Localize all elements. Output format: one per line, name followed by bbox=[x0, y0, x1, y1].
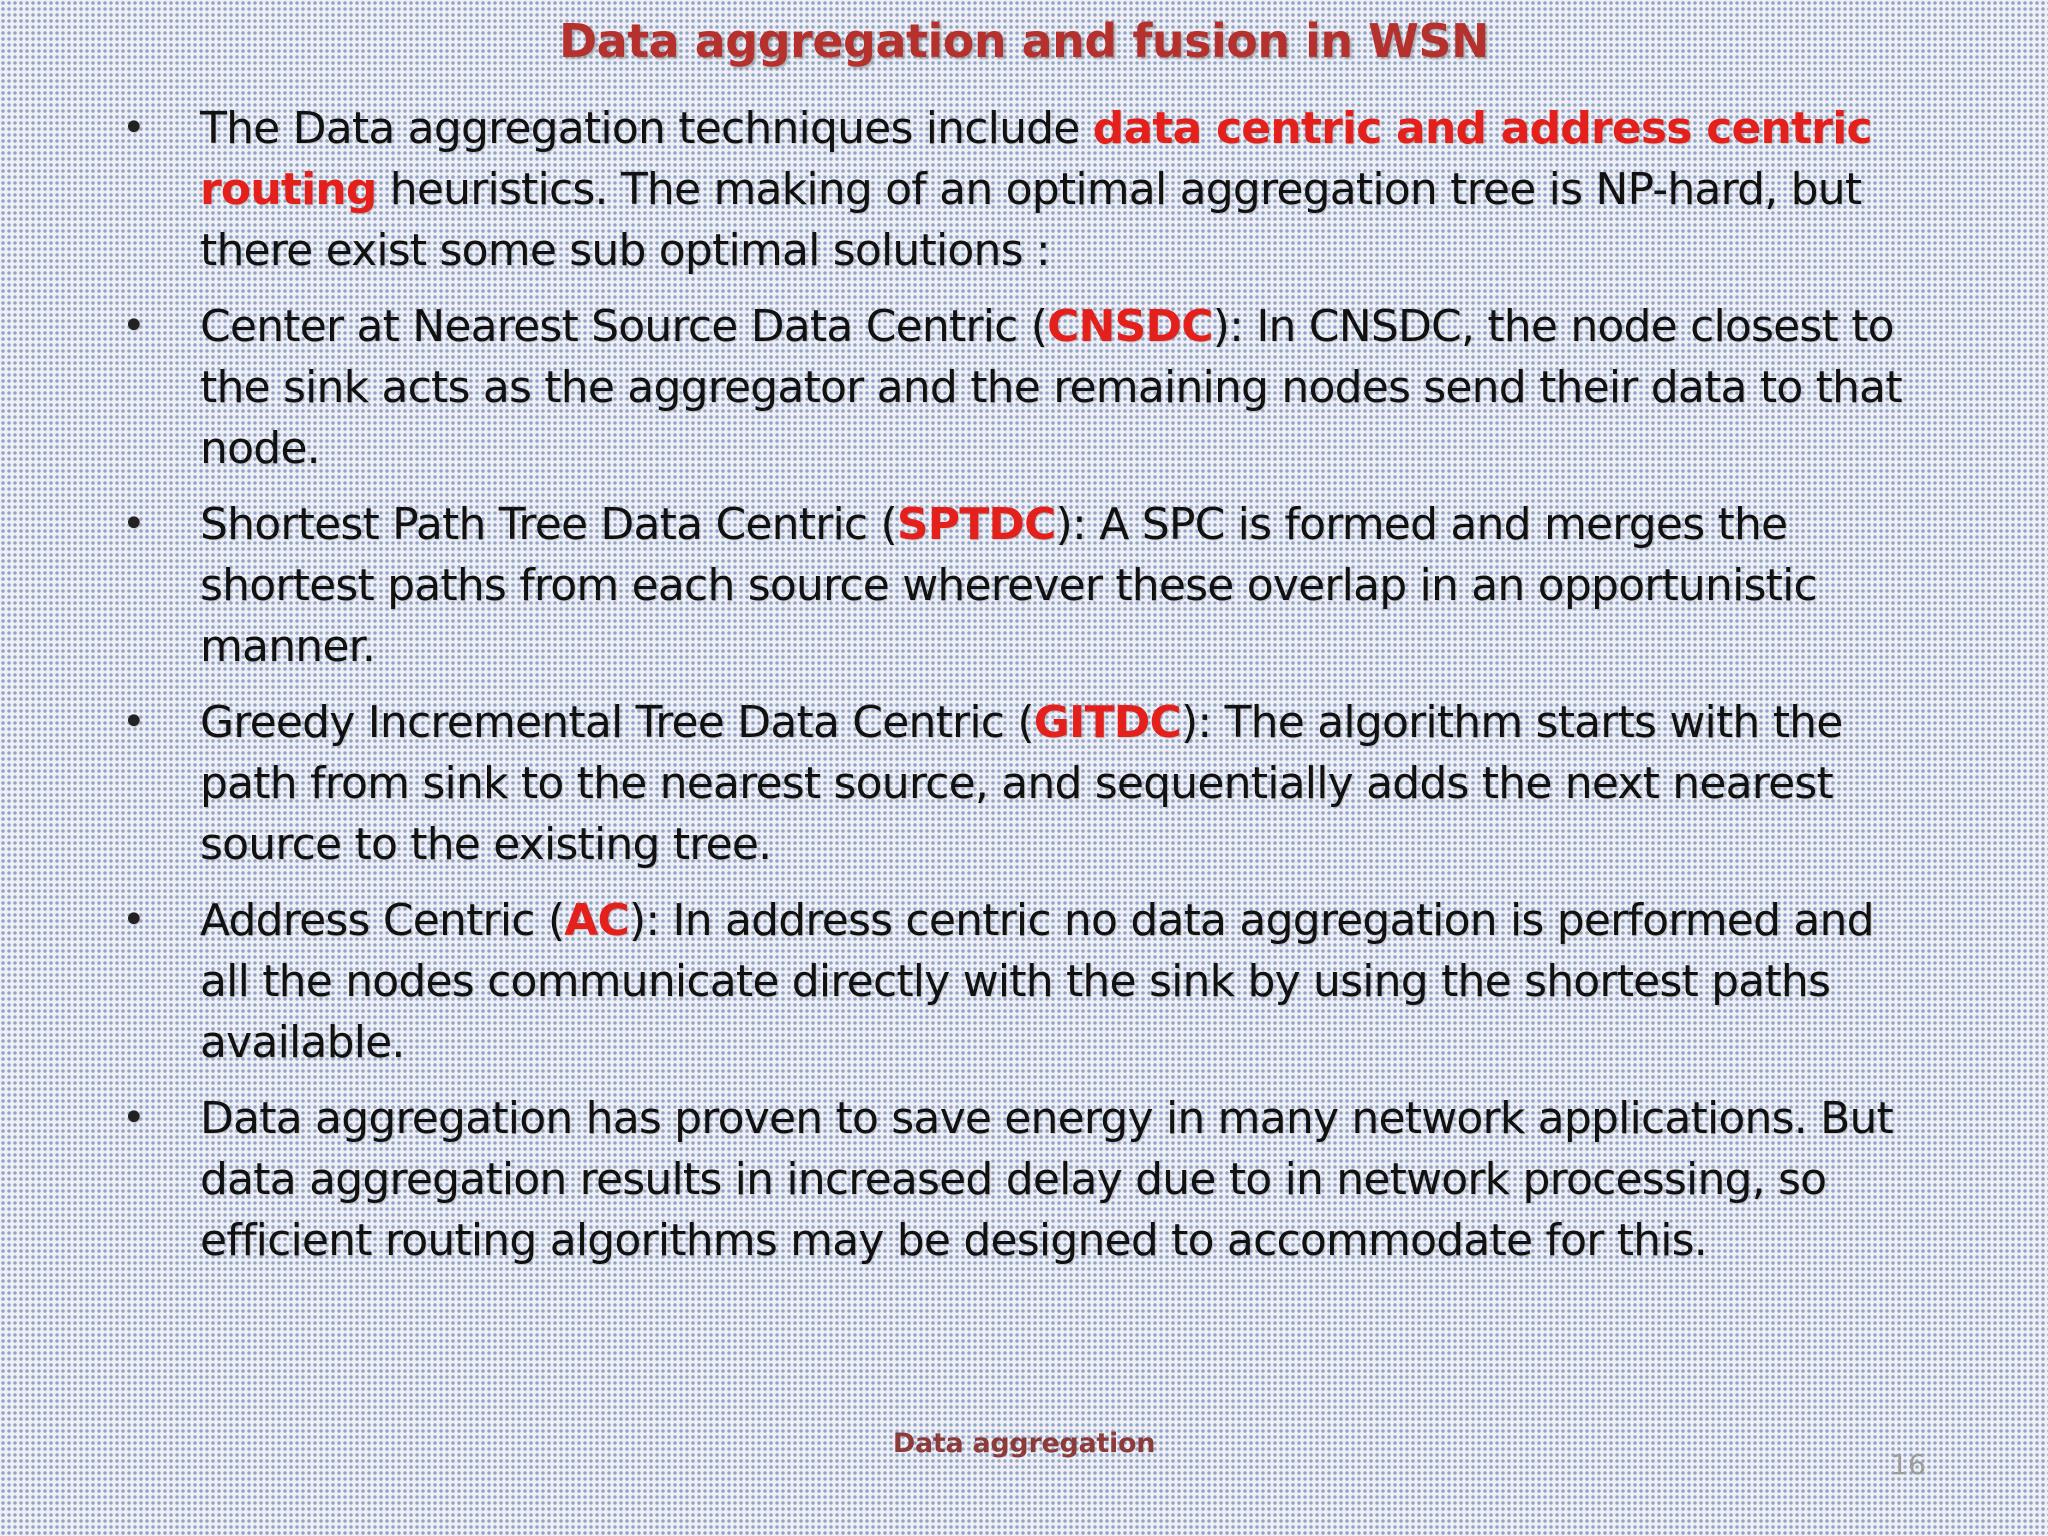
bullet-highlight: GITDC bbox=[1033, 697, 1182, 748]
bullet-item-sptdc bbox=[122, 494, 1930, 677]
bullet-highlight: data centric and address centric routing bbox=[200, 103, 1872, 215]
bullet-text: ): In CNSDC, the node closest to the sink acts as the aggregator and the remaining nodes send their data to that node. bbox=[200, 301, 1902, 474]
bullet-text: ): In address centric no data aggregation is performed and all the nodes communicate directly with the sink by using the shortest paths available. bbox=[200, 895, 1874, 1068]
page-number: 16 bbox=[1890, 1448, 1926, 1481]
bullet-text: Address Centric ( bbox=[200, 895, 565, 946]
bullet-list bbox=[0, 98, 2048, 1286]
bullet-text: The Data aggregation techniques include bbox=[200, 103, 1093, 154]
bullet-dot-icon: • bbox=[122, 897, 145, 943]
bullet-text: Data aggregation has proven to save energy in many network applications. But data aggregation results in increased delay due to in network processing, so efficient routing algorithms may be designed to accommodate for this. bbox=[200, 1093, 1894, 1266]
bullet-dot-icon: • bbox=[122, 699, 145, 745]
bullet-item-cnsdc bbox=[122, 296, 1930, 479]
bullet-highlight: AC bbox=[564, 895, 629, 946]
bullet-highlight: CNSDC bbox=[1047, 301, 1213, 352]
bullet-item-energy-delay bbox=[122, 1088, 1930, 1271]
bullet-highlight: SPTDC bbox=[896, 499, 1056, 550]
bullet-text: Center at Nearest Source Data Centric ( bbox=[200, 301, 1048, 352]
bullet-dot-icon: • bbox=[122, 501, 145, 547]
bullet-text: heuristics. The making of an optimal aggregation tree is NP-hard, but there exist some sub optimal solutions : bbox=[200, 164, 1862, 276]
bullet-dot-icon: • bbox=[122, 105, 145, 151]
bullet-dot-icon: • bbox=[122, 303, 145, 349]
bullet-text: ): A SPC is formed and merges the shortest paths from each source wherever these overlap in an opportunistic manner. bbox=[200, 499, 1817, 672]
slide-title: Data aggregation and fusion in WSN bbox=[558, 14, 1490, 68]
bullet-item-gitdc bbox=[122, 692, 1930, 875]
bullet-text: Greedy Incremental Tree Data Centric ( bbox=[200, 697, 1034, 748]
footer-label: Data aggregation bbox=[892, 1428, 1156, 1459]
bullet-item-aggregation-techniques bbox=[122, 98, 1930, 281]
bullet-text: Shortest Path Tree Data Centric ( bbox=[200, 499, 897, 550]
bullet-dot-icon: • bbox=[122, 1095, 145, 1141]
bullet-text: ): The algorithm starts with the path from sink to the nearest source, and sequentially adds the next nearest source to the existing tree. bbox=[200, 697, 1843, 870]
bullet-item-address-centric bbox=[122, 890, 1930, 1073]
